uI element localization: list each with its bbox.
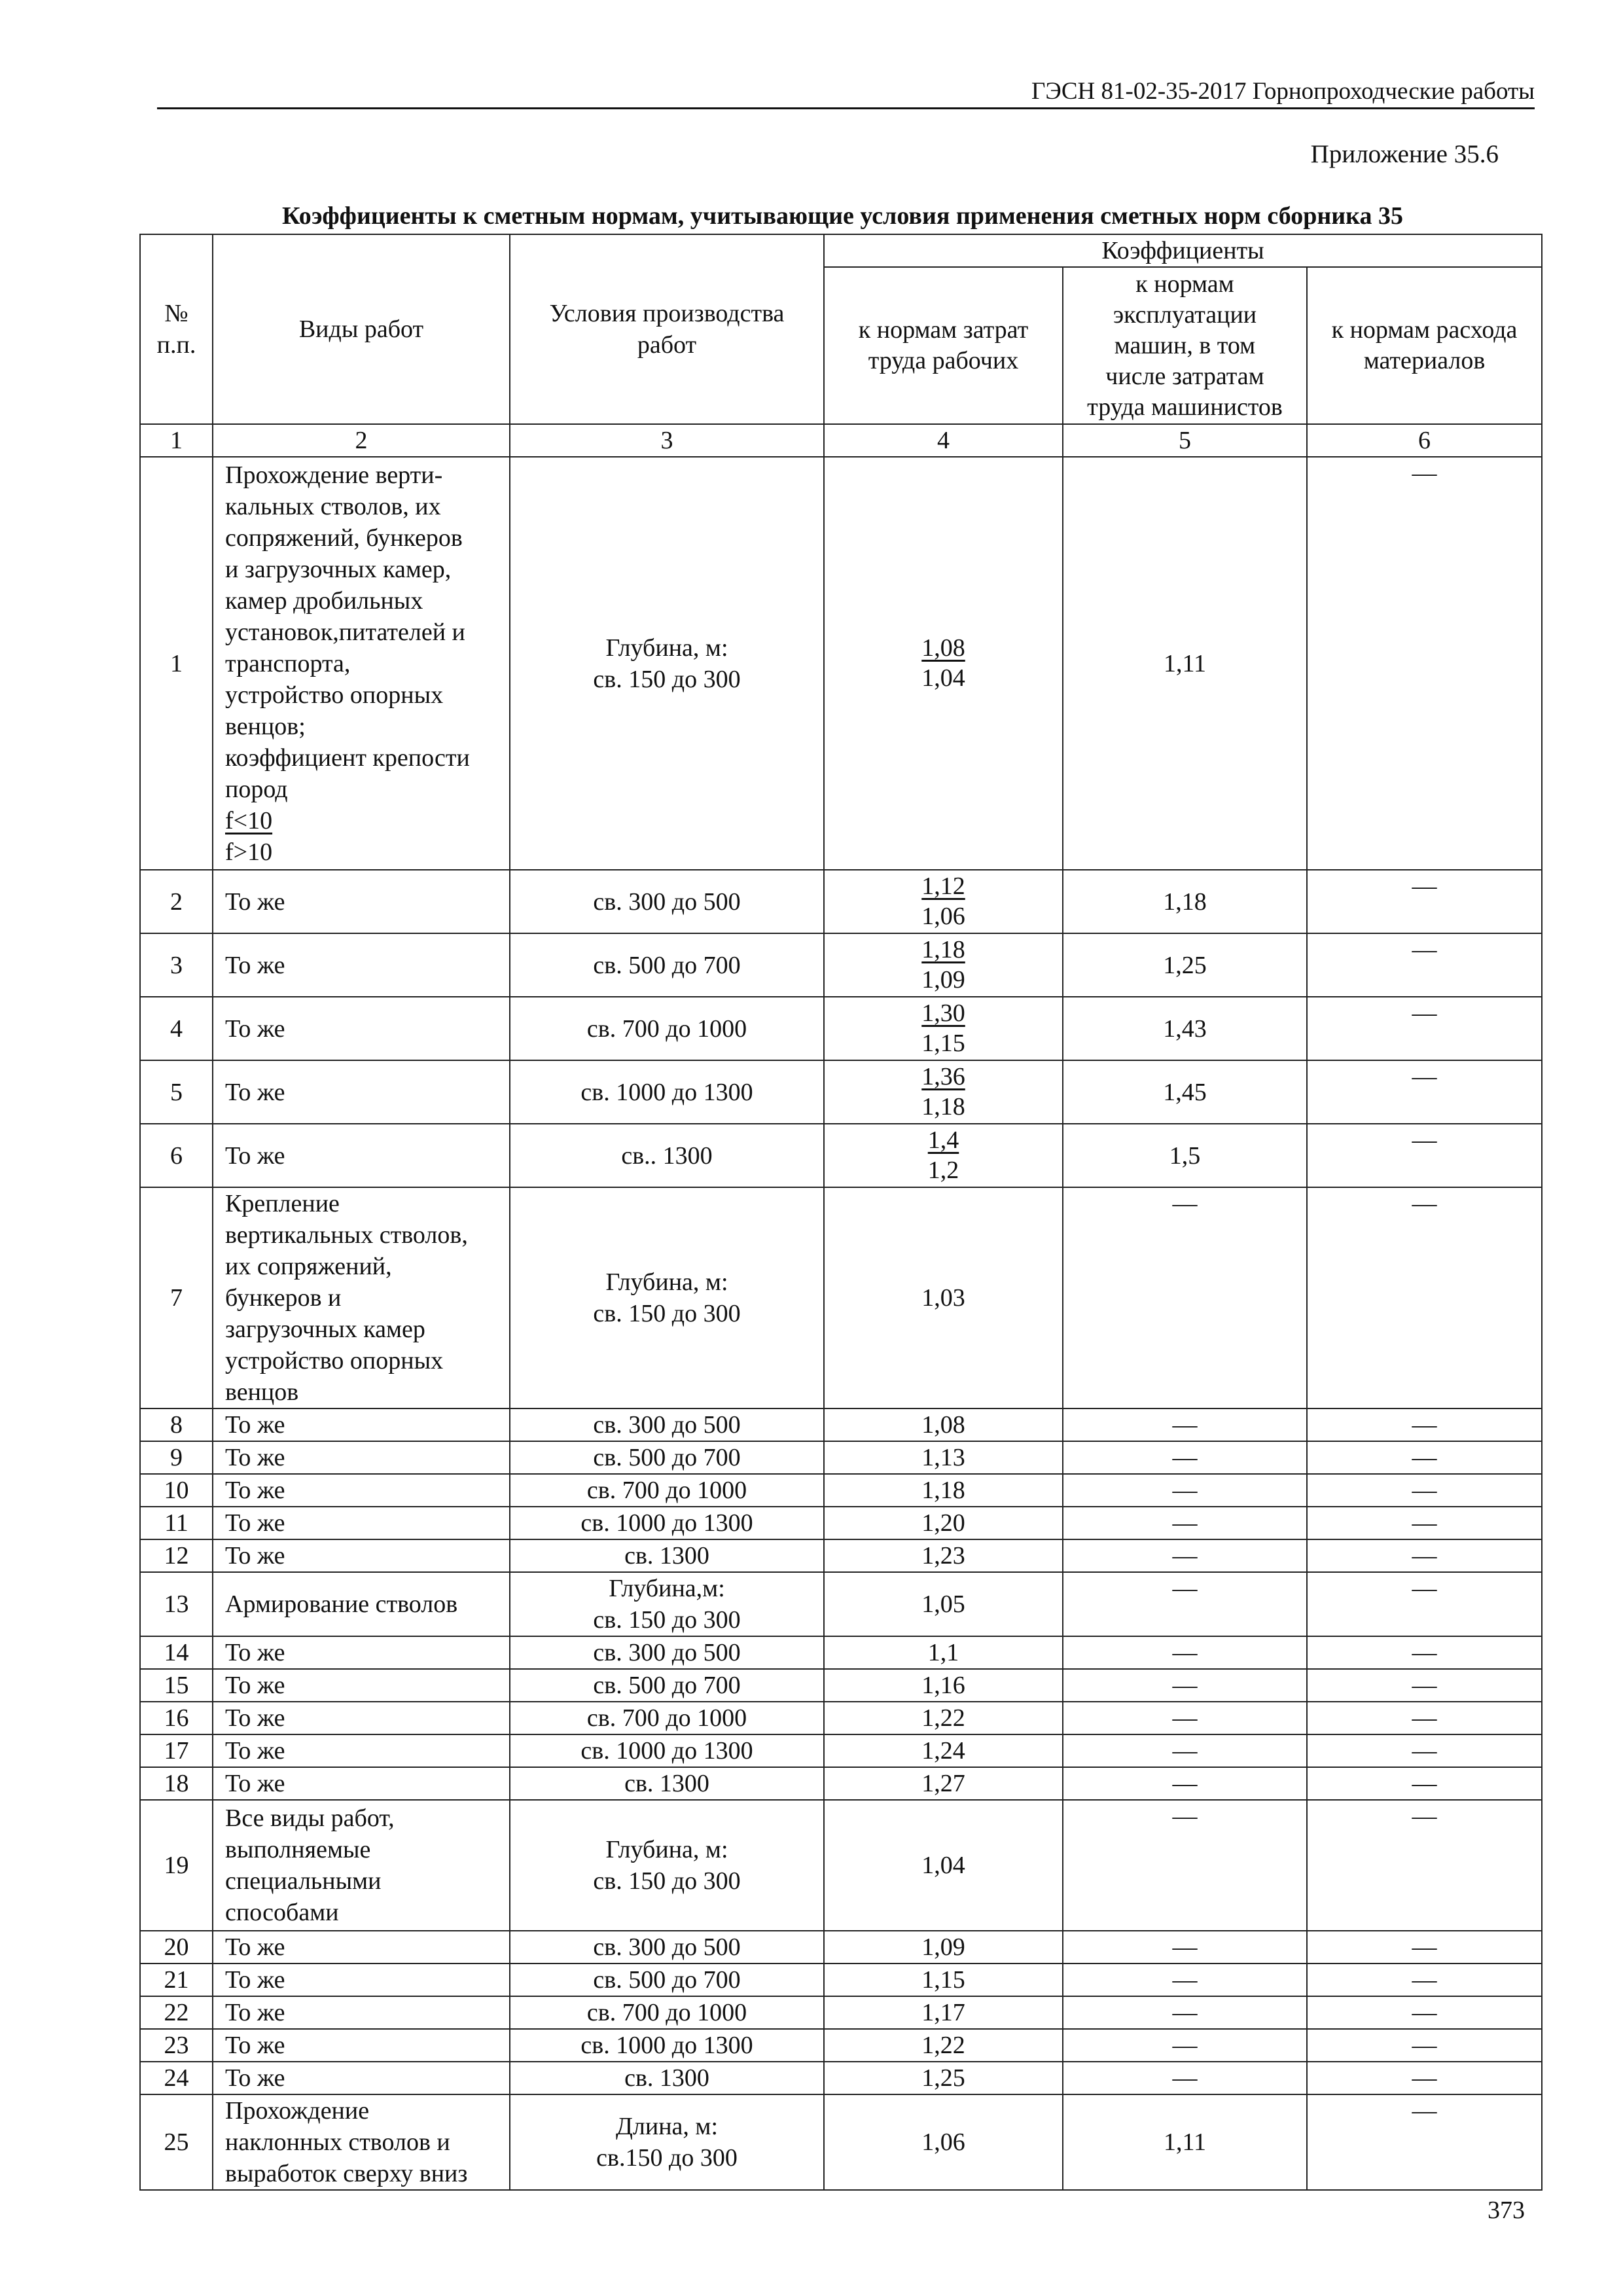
work-type-line: кальных стволов, их (225, 492, 441, 520)
materials-coefficient: — (1307, 1636, 1542, 1669)
materials-coefficient: — (1307, 2062, 1542, 2094)
machines-coefficient: 1,5 (1063, 1124, 1307, 1187)
machines-coefficient: — (1063, 1800, 1307, 1931)
labor-coefficient: 1,06 (824, 2094, 1063, 2190)
table-row (140, 1187, 1542, 1408)
materials-coefficient: — (1307, 1539, 1542, 1572)
materials-coefficient: — (1307, 2029, 1542, 2062)
conditions: св. 300 до 500 (510, 1636, 824, 1669)
work-type: То же (213, 1702, 510, 1734)
row-number: 12 (140, 1539, 213, 1572)
labor-numerator: 1,30 (921, 999, 965, 1027)
work-type-line: венцов; (225, 712, 306, 740)
conditions-line: св. 150 до 300 (593, 1300, 741, 1327)
labor-coefficient: 1,22 (824, 1702, 1063, 1734)
labor-fraction (921, 1062, 965, 1122)
labor-coefficient: 1,17 (824, 1996, 1063, 2029)
table-row (140, 1669, 1542, 1702)
machines-coefficient: 1,45 (1063, 1060, 1307, 1124)
conditions (510, 457, 824, 870)
machines-coefficient: — (1063, 2029, 1307, 2062)
labor-numerator: 1,36 (921, 1063, 965, 1090)
appendix-label: Приложение 35.6 (1310, 140, 1499, 168)
conditions (510, 1187, 824, 1408)
conditions-line: Глубина, м: (605, 1836, 728, 1863)
conditions: св.. 1300 (510, 1124, 824, 1187)
materials-coefficient: — (1307, 1124, 1542, 1187)
materials-coefficient: — (1307, 1669, 1542, 1702)
header-num: № п.п. (140, 234, 213, 424)
machines-coefficient: 1,25 (1063, 933, 1307, 997)
labor-coefficient: 1,23 (824, 1539, 1063, 1572)
column-number: 2 (213, 424, 510, 457)
column-number: 6 (1307, 424, 1542, 457)
work-type: То же (213, 1539, 510, 1572)
table-row (140, 1441, 1542, 1474)
work-type-line: устройство опорных (225, 1347, 444, 1374)
work-type-line: пород (225, 775, 288, 803)
labor-numerator: 1,18 (921, 936, 965, 963)
work-type-line: специальными (225, 1867, 382, 1895)
table-row (140, 1996, 1542, 2029)
labor-coefficient: 1,22 (824, 2029, 1063, 2062)
work-type: То же (213, 997, 510, 1060)
labor-coefficient: 1,20 (824, 1507, 1063, 1539)
conditions: св. 1000 до 1300 (510, 1734, 824, 1767)
header-materials: к нормам расхода материалов (1307, 267, 1542, 424)
materials-coefficient: — (1307, 1187, 1542, 1408)
labor-coefficient: 1,13 (824, 1441, 1063, 1474)
labor-coefficient: 1,09 (824, 1931, 1063, 1964)
conditions: св. 1300 (510, 1539, 824, 1572)
work-type-line: транспорта, (225, 649, 351, 677)
labor-coefficient: 1,18 (824, 1474, 1063, 1507)
table-row (140, 1702, 1542, 1734)
labor-coefficient (824, 1060, 1063, 1124)
work-type-line: и загрузочных камер, (225, 555, 452, 583)
work-type: То же (213, 2062, 510, 2094)
materials-coefficient: — (1307, 2094, 1542, 2190)
row-number: 14 (140, 1636, 213, 1669)
row-number: 16 (140, 1702, 213, 1734)
work-type-line: устройство опорных (225, 681, 444, 709)
table-row (140, 1636, 1542, 1669)
header-works: Виды работ (213, 234, 510, 424)
conditions: св. 1000 до 1300 (510, 2029, 824, 2062)
work-type: То же (213, 1441, 510, 1474)
materials-coefficient: — (1307, 1767, 1542, 1800)
work-type-line: способами (225, 1899, 339, 1926)
table-row (140, 870, 1542, 933)
conditions: св. 500 до 700 (510, 1669, 824, 1702)
table-row (140, 457, 1542, 870)
materials-coefficient: — (1307, 1964, 1542, 1996)
labor-coefficient: 1,03 (824, 1187, 1063, 1408)
labor-coefficient: 1,08 (824, 1408, 1063, 1441)
labor-denominator: 1,15 (921, 1030, 965, 1057)
machines-coefficient: — (1063, 1539, 1307, 1572)
materials-coefficient: — (1307, 997, 1542, 1060)
page-number: 373 (1488, 2197, 1525, 2224)
labor-fraction (921, 935, 965, 995)
table-header (140, 234, 1542, 457)
labor-fraction (921, 871, 965, 931)
work-type: Армирование стволов (213, 1572, 510, 1636)
materials-coefficient: — (1307, 1060, 1542, 1124)
conditions: св. 1000 до 1300 (510, 1507, 824, 1539)
labor-numerator: 1,12 (921, 872, 965, 900)
work-type (213, 1187, 510, 1408)
row-number: 10 (140, 1474, 213, 1507)
row-number: 7 (140, 1187, 213, 1408)
work-type-line: бункеров и (225, 1284, 342, 1312)
machines-coefficient: 1,18 (1063, 870, 1307, 933)
conditions-line: св. 150 до 300 (593, 1867, 741, 1895)
header-coefficients: Коэффициенты (824, 234, 1542, 267)
work-type-line: Прохождение верти- (225, 461, 443, 489)
conditions: св. 500 до 700 (510, 1441, 824, 1474)
machines-coefficient: 1,43 (1063, 997, 1307, 1060)
materials-coefficient: — (1307, 1408, 1542, 1441)
conditions: св. 700 до 1000 (510, 1474, 824, 1507)
row-number: 5 (140, 1060, 213, 1124)
conditions: св. 700 до 1000 (510, 1996, 824, 2029)
work-type: То же (213, 933, 510, 997)
labor-numerator: 1,4 (927, 1126, 959, 1154)
machines-coefficient: — (1063, 2062, 1307, 2094)
table-row (140, 1767, 1542, 1800)
labor-coefficient (824, 457, 1063, 870)
materials-coefficient: — (1307, 1572, 1542, 1636)
row-number: 20 (140, 1931, 213, 1964)
conditions-line: св. 150 до 300 (593, 665, 741, 693)
work-type: То же (213, 1996, 510, 2029)
document-header-title: ГЭСН 81-02-35-2017 Горнопроходческие работы (1031, 78, 1535, 105)
column-number: 3 (510, 424, 824, 457)
row-number: 19 (140, 1800, 213, 1931)
work-type: То же (213, 1931, 510, 1964)
work-type: То же (213, 870, 510, 933)
labor-fraction (921, 998, 965, 1058)
conditions-line: Глубина, м: (605, 1268, 728, 1296)
work-type-line: камер дробильных (225, 586, 423, 615)
materials-coefficient: — (1307, 457, 1542, 870)
labor-coefficient: 1,24 (824, 1734, 1063, 1767)
row-number: 17 (140, 1734, 213, 1767)
row-number: 25 (140, 2094, 213, 2190)
row-number: 24 (140, 2062, 213, 2094)
row-number: 4 (140, 997, 213, 1060)
work-type: То же (213, 1474, 510, 1507)
materials-coefficient: — (1307, 1800, 1542, 1931)
header-labor: к нормам затрат труда рабочих (824, 267, 1063, 424)
work-type-line: выработок сверху вниз (225, 2160, 468, 2187)
materials-coefficient: — (1307, 1931, 1542, 1964)
conditions: св. 1300 (510, 1767, 824, 1800)
work-type (213, 457, 510, 870)
conditions-line: св. 150 до 300 (593, 1606, 741, 1634)
row-number: 6 (140, 1124, 213, 1187)
work-type-line: их сопряжений, (225, 1253, 392, 1280)
row-number: 9 (140, 1441, 213, 1474)
labor-coefficient: 1,16 (824, 1669, 1063, 1702)
work-type-line: выполняемые (225, 1836, 371, 1863)
table-row (140, 1060, 1542, 1124)
work-type: То же (213, 1964, 510, 1996)
work-type: То же (213, 1408, 510, 1441)
materials-coefficient: — (1307, 870, 1542, 933)
work-type-line: Все виды работ, (225, 1804, 395, 1832)
work-type-line: f<10 (225, 806, 273, 834)
work-type-line: сопряжений, бункеров (225, 524, 463, 552)
row-number: 23 (140, 2029, 213, 2062)
materials-coefficient: — (1307, 1734, 1542, 1767)
header-conditions: Условия производства работ (510, 234, 824, 424)
machines-coefficient: 1,11 (1063, 2094, 1307, 2190)
labor-coefficient: 1,27 (824, 1767, 1063, 1800)
labor-coefficient: 1,1 (824, 1636, 1063, 1669)
materials-coefficient: — (1307, 1507, 1542, 1539)
machines-coefficient: — (1063, 1996, 1307, 2029)
work-type (213, 1800, 510, 1931)
column-number: 4 (824, 424, 1063, 457)
row-number: 3 (140, 933, 213, 997)
labor-denominator: 1,04 (921, 664, 965, 692)
work-type: То же (213, 1734, 510, 1767)
conditions-line: Длина, м: (615, 2113, 719, 2140)
materials-coefficient: — (1307, 1996, 1542, 2029)
machines-coefficient: — (1063, 1474, 1307, 1507)
materials-coefficient: — (1307, 1474, 1542, 1507)
table-row (140, 1408, 1542, 1441)
conditions (510, 1572, 824, 1636)
table-row (140, 2029, 1542, 2062)
row-number: 21 (140, 1964, 213, 1996)
table-row (140, 1964, 1542, 1996)
work-type-line: венцов (225, 1378, 299, 1406)
table-body (140, 457, 1542, 2190)
labor-numerator: 1,08 (921, 634, 965, 662)
labor-coefficient: 1,25 (824, 2062, 1063, 2094)
column-number: 5 (1063, 424, 1307, 457)
work-type-line: коэффициент крепости (225, 744, 470, 772)
conditions: св. 700 до 1000 (510, 997, 824, 1060)
labor-fraction (921, 633, 965, 693)
work-type: То же (213, 1124, 510, 1187)
labor-denominator: 1,2 (927, 1157, 959, 1184)
table-row (140, 1539, 1542, 1572)
row-number: 15 (140, 1669, 213, 1702)
conditions: св. 700 до 1000 (510, 1702, 824, 1734)
table-row (140, 2094, 1542, 2190)
materials-coefficient: — (1307, 1441, 1542, 1474)
conditions: св. 1300 (510, 2062, 824, 2094)
labor-denominator: 1,09 (921, 966, 965, 994)
work-type: То же (213, 1636, 510, 1669)
column-numbers-row (140, 424, 1542, 457)
work-type: То же (213, 2029, 510, 2062)
table-row (140, 1734, 1542, 1767)
machines-coefficient: — (1063, 1187, 1307, 1408)
materials-coefficient: — (1307, 1702, 1542, 1734)
machines-coefficient: — (1063, 1507, 1307, 1539)
labor-coefficient: 1,04 (824, 1800, 1063, 1931)
row-number: 2 (140, 870, 213, 933)
materials-coefficient: — (1307, 933, 1542, 997)
labor-coefficient (824, 933, 1063, 997)
conditions: св. 300 до 500 (510, 1408, 824, 1441)
conditions (510, 2094, 824, 2190)
machines-coefficient: — (1063, 1636, 1307, 1669)
machines-coefficient: — (1063, 1931, 1307, 1964)
machines-coefficient: — (1063, 1734, 1307, 1767)
table-row (140, 2062, 1542, 2094)
table-row (140, 1124, 1542, 1187)
row-number: 22 (140, 1996, 213, 2029)
work-type-line: загрузочных камер (225, 1316, 425, 1343)
work-type: То же (213, 1767, 510, 1800)
labor-coefficient: 1,15 (824, 1964, 1063, 1996)
machines-coefficient: — (1063, 1964, 1307, 1996)
conditions-line: Глубина, м: (605, 634, 728, 662)
machines-coefficient: — (1063, 1669, 1307, 1702)
labor-coefficient (824, 1124, 1063, 1187)
machines-coefficient: — (1063, 1441, 1307, 1474)
machines-coefficient: — (1063, 1702, 1307, 1734)
work-type-line: Прохождение (225, 2097, 370, 2125)
work-type: То же (213, 1060, 510, 1124)
table-row (140, 1800, 1542, 1931)
labor-denominator: 1,18 (921, 1093, 965, 1121)
table-title: Коэффициенты к сметным нормам, учитывающие условия применения сметных норм сборника 35 (282, 202, 1403, 230)
conditions: св. 1000 до 1300 (510, 1060, 824, 1124)
table-row (140, 1474, 1542, 1507)
row-number: 13 (140, 1572, 213, 1636)
work-type (213, 2094, 510, 2190)
table-row (140, 1572, 1542, 1636)
conditions-line: Глубина,м: (609, 1575, 725, 1602)
conditions: св. 300 до 500 (510, 1931, 824, 1964)
labor-coefficient: 1,05 (824, 1572, 1063, 1636)
work-type-line: Крепление (225, 1190, 340, 1217)
table-row (140, 1931, 1542, 1964)
row-number: 8 (140, 1408, 213, 1441)
header-rule (157, 107, 1535, 109)
table-row (140, 1507, 1542, 1539)
work-type-line: наклонных стволов и (225, 2128, 450, 2156)
conditions: св. 500 до 700 (510, 1964, 824, 1996)
row-number: 11 (140, 1507, 213, 1539)
table-row (140, 933, 1542, 997)
conditions: св. 300 до 500 (510, 870, 824, 933)
conditions (510, 1800, 824, 1931)
machines-coefficient: 1,11 (1063, 457, 1307, 870)
table-row (140, 997, 1542, 1060)
labor-coefficient (824, 997, 1063, 1060)
labor-coefficient (824, 870, 1063, 933)
machines-coefficient: — (1063, 1408, 1307, 1441)
labor-fraction (928, 1125, 959, 1185)
row-number: 18 (140, 1767, 213, 1800)
header-machines: к нормам эксплуатации машин, в том числе затратам труда машинистов (1063, 267, 1307, 424)
conditions: св. 500 до 700 (510, 933, 824, 997)
conditions-line: св.150 до 300 (596, 2144, 738, 2172)
row-number: 1 (140, 457, 213, 870)
machines-coefficient: — (1063, 1767, 1307, 1800)
work-type: То же (213, 1507, 510, 1539)
coefficients-table (139, 234, 1543, 2191)
column-number: 1 (140, 424, 213, 457)
work-type-line: f>10 (225, 838, 273, 866)
work-type: То же (213, 1669, 510, 1702)
machines-coefficient: — (1063, 1572, 1307, 1636)
work-type-line: установок,питателей и (225, 618, 465, 646)
labor-denominator: 1,06 (921, 903, 965, 930)
work-type-line: вертикальных стволов, (225, 1221, 468, 1249)
